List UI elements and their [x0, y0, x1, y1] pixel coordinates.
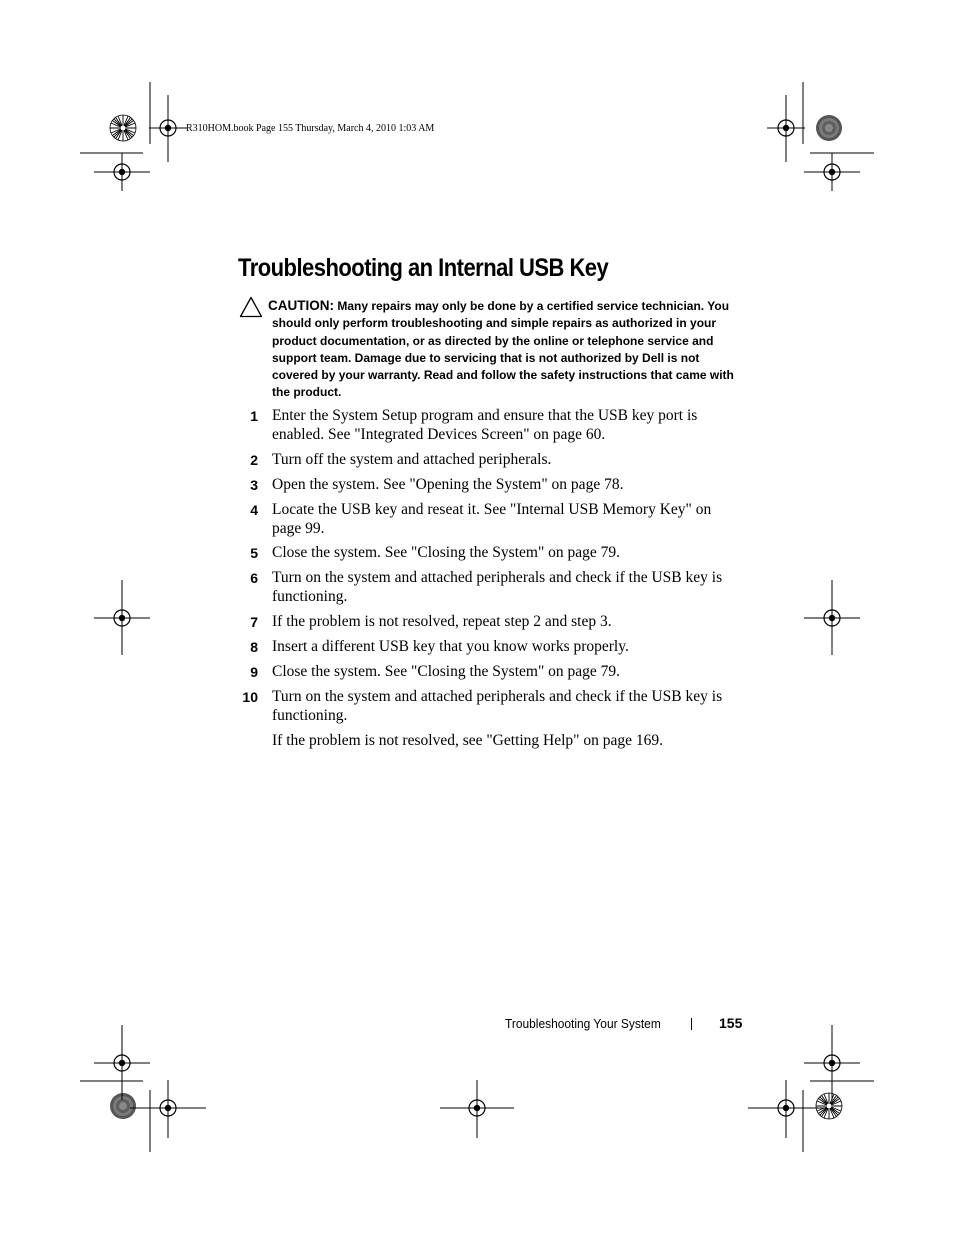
step-text: Locate the USB key and reseat it. See "Internal USB Memory Key" on page 99.	[272, 501, 712, 537]
step-text: Insert a different USB key that you know works properly.	[272, 638, 629, 655]
step-number: 7	[250, 614, 258, 630]
footer-divider	[691, 1018, 692, 1030]
step-text: Close the system. See "Closing the System" on page 79.	[272, 544, 621, 561]
caution-notice	[268, 297, 742, 402]
step-number: 10	[242, 689, 258, 705]
step-number: 5	[250, 545, 258, 561]
page-title: Troubleshooting an Internal USB Key	[238, 254, 609, 282]
step-number: 4	[250, 502, 258, 518]
caution-text: Many repairs may only be done by a certified service technician. You should only perform troubleshooting and simple repairs as authorized in your product documentation, or as directed by the online or telephone service and support team. Damage due to servicing that is not authorized by Dell is not covered by your warranty. Read and follow the safety instructions that came with the product.	[272, 299, 734, 400]
warning-triangle-icon	[239, 296, 263, 318]
step-text: Turn on the system and attached peripherals and check if the USB key is functioning.	[272, 569, 723, 605]
step-text: Close the system. See "Closing the System" on page 79.	[272, 663, 621, 680]
final-note: If the problem is not resolved, see "Getting Help" on page 169.	[272, 732, 664, 749]
step-number: 6	[250, 570, 258, 586]
step-text: If the problem is not resolved, repeat step 2 and step 3.	[272, 613, 612, 630]
step-text: Enter the System Setup program and ensure that the USB key port is enabled. See "Integrated Devices Screen" on page 60.	[272, 407, 698, 443]
step-number: 3	[250, 477, 258, 493]
step-number: 1	[250, 408, 258, 424]
step-text: Turn off the system and attached peripherals.	[272, 451, 552, 468]
step-number: 8	[250, 639, 258, 655]
caution-label: CAUTION:	[268, 298, 334, 313]
footer-section-name: Troubleshooting Your System	[505, 1016, 661, 1031]
step-text: Open the system. See "Opening the System" on page 78.	[272, 476, 624, 493]
book-header-line: R310HOM.book Page 155 Thursday, March 4, 2010 1:03 AM	[186, 123, 435, 134]
step-text: Turn on the system and attached peripherals and check if the USB key is functioning.	[272, 688, 723, 724]
page-number: 155	[719, 1015, 743, 1031]
step-number: 9	[250, 664, 258, 680]
step-number: 2	[250, 452, 258, 468]
